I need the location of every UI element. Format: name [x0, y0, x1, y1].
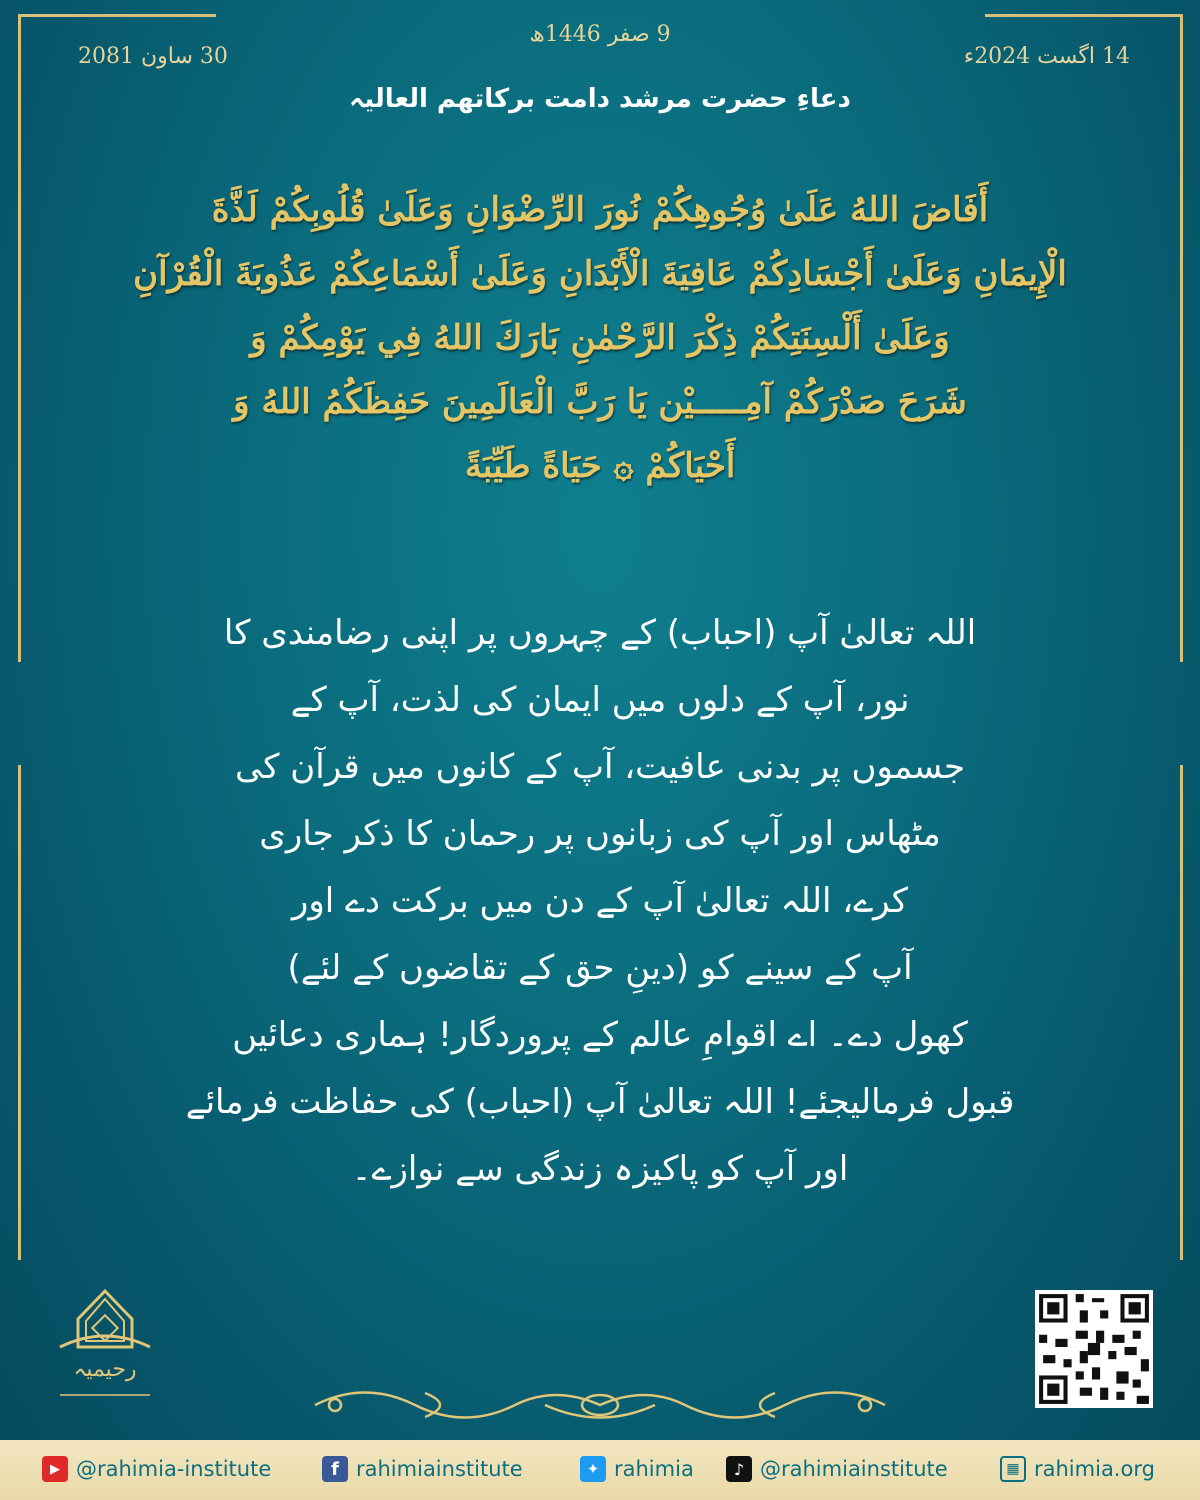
urdu-line: مٹھاس اور آپ کی زبانوں پر رحمان کا ذکر جاری: [259, 814, 941, 854]
urdu-line: قبول فرمالیجئے! اللہ تعالیٰ آپ (احباب) کی حفاظت فرمائے: [185, 1082, 1015, 1122]
logo-text: رحیمیہ: [73, 1357, 137, 1382]
tiktok-handle: @rahimiainstitute: [760, 1457, 948, 1481]
frame-left-lower: [18, 765, 21, 1260]
facebook-icon: f: [322, 1456, 348, 1482]
tiktok-link[interactable]: [726, 1456, 948, 1482]
qr-small-icon: ▦: [1000, 1456, 1026, 1482]
website-url: rahimia.org: [1034, 1457, 1155, 1481]
facebook-link[interactable]: [322, 1456, 523, 1482]
urdu-translation: [180, 600, 1020, 1203]
qr-code-icon: [1035, 1290, 1153, 1408]
arabic-dua: [90, 178, 1110, 498]
arabic-line: الْإِيمَانِ وَعَلَىٰ أَجْسَادِكُمْ عَافِيَةَ الْأَبْدَانِ وَعَلَىٰ أَسْمَاعِكُمْ عَذُوبَةَ الْقُرْآنِ: [133, 254, 1067, 294]
arabic-line: أَحْيَاكُمْ ۞ حَيَاةً طَيِّبَةً: [464, 446, 736, 486]
tiktok-icon: ♪: [726, 1456, 752, 1482]
facebook-handle: rahimiainstitute: [356, 1457, 523, 1481]
youtube-link[interactable]: [42, 1456, 271, 1482]
gold-ornament: [305, 1375, 895, 1435]
arabic-line: وَعَلَىٰ أَلْسِنَتِكُمْ ذِكْرَ الرَّحْمٰنِ بَارَكَ اللهُ فِي يَوْمِكُمْ وَ: [250, 318, 950, 358]
urdu-line: اور آپ کو پاکیزہ زندگی سے نوازے۔: [351, 1149, 849, 1189]
youtube-icon: ▶: [42, 1456, 68, 1482]
frame-top-right: [985, 14, 1183, 17]
gregorian-date: 14 اگست 2024ء: [963, 44, 1130, 69]
website-link[interactable]: [1000, 1456, 1155, 1482]
twitter-link[interactable]: [580, 1456, 694, 1482]
urdu-line: کرے، اللہ تعالیٰ آپ کے دن میں برکت دے اور: [291, 881, 909, 921]
rahimia-logo-icon: [40, 1285, 170, 1415]
urdu-line: اللہ تعالیٰ آپ (احباب) کے چہروں پر اپنی رضامندی کا: [223, 613, 977, 653]
arabic-line: أَفَاضَ اللهُ عَلَىٰ وُجُوهِكُمْ نُورَ الرِّضْوَانِ وَعَلَىٰ قُلُوبِكُمْ لَذَّةَ: [211, 190, 989, 230]
hijri-date: 9 صفر 1446ھ: [529, 22, 671, 47]
urdu-line: جسموں پر بدنی عافیت، آپ کے کانوں میں قرآن کی: [234, 747, 966, 787]
frame-right-lower: [1180, 765, 1183, 1260]
urdu-line: نور، آپ کے دلوں میں ایمان کی لذت، آپ کے: [290, 680, 910, 720]
social-footer: [0, 1440, 1200, 1500]
urdu-line: آپ کے سینے کو (دینِ حق کے تقاضوں کے لئے): [287, 948, 913, 988]
dua-title: دعاءِ حضرت مرشد دامت برکاتھم العالیہ: [349, 84, 851, 114]
urdu-line: کھول دے۔ اے اقوامِ عالم کے پروردگار! ہماری دعائیں: [232, 1015, 968, 1055]
twitter-handle: rahimia: [614, 1457, 694, 1481]
frame-top-left: [18, 14, 216, 17]
arabic-line: شَرَحَ صَدْرَكُمْ آمِـــــيْن يَا رَبَّ الْعَالَمِينَ حَفِظَكُمُ اللهُ وَ: [233, 382, 967, 422]
bikrami-date: 30 ساون 2081: [78, 44, 228, 69]
youtube-handle: @rahimia-institute: [76, 1457, 272, 1481]
twitter-icon: ✦: [580, 1456, 606, 1482]
